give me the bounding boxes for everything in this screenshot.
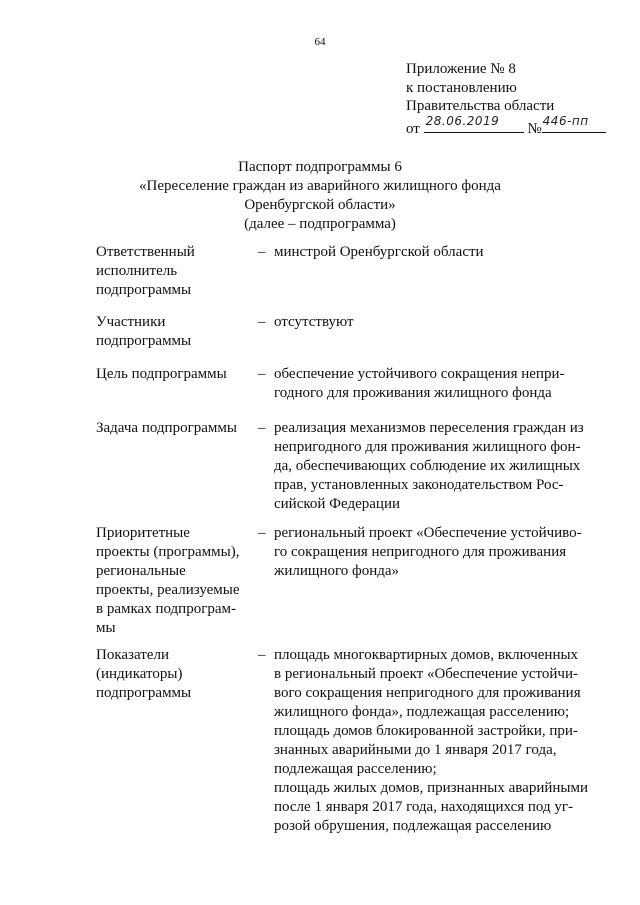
row-dash: – bbox=[258, 314, 266, 330]
handwritten-date: 28.06.2019 bbox=[425, 114, 500, 128]
date-prefix: от bbox=[406, 120, 420, 137]
number-prefix: № bbox=[527, 120, 542, 137]
title-line-2: «Переселение граждан из аварийного жилищного фонда bbox=[139, 178, 501, 194]
label-line: проекты (программы), bbox=[96, 544, 240, 560]
value-line: жилищного фонда», подлежащая расселению; bbox=[274, 704, 570, 720]
value-line: вого сокращения непригодного для проживания bbox=[274, 685, 581, 701]
row-value bbox=[274, 313, 596, 332]
handwritten-number: 446-пп bbox=[542, 114, 589, 128]
label-line: мы bbox=[96, 620, 116, 636]
title-line-1: Паспорт подпрограммы 6 bbox=[238, 159, 402, 175]
appendix-number: Приложение № 8 bbox=[406, 61, 516, 77]
number-field bbox=[542, 116, 606, 133]
value-line: в региональный проект «Обеспечение устойчи- bbox=[274, 666, 578, 682]
value-line: жилищного фонда» bbox=[274, 563, 400, 579]
value-line: годного для проживания жилищного фонда bbox=[274, 385, 552, 401]
title-line-4: (далее – подпрограмма) bbox=[244, 216, 396, 232]
value-line: го сокращения непригодного для проживания bbox=[274, 544, 567, 560]
row-dash: – bbox=[258, 366, 266, 382]
value-line: минстрой Оренбургской области bbox=[274, 244, 484, 260]
page-number: 64 bbox=[314, 36, 326, 48]
row-label bbox=[96, 243, 256, 300]
value-line: площадь домов блокированной застройки, при- bbox=[274, 723, 578, 739]
value-line: отсутствуют bbox=[274, 314, 354, 330]
value-line: после 1 января 2017 года, находящихся под уг- bbox=[274, 799, 573, 815]
appendix-header bbox=[406, 60, 626, 138]
row-value bbox=[274, 365, 596, 403]
appendix-date-number-row bbox=[406, 116, 626, 139]
row-label bbox=[96, 365, 256, 384]
row-value bbox=[274, 243, 596, 262]
row-label bbox=[96, 419, 256, 438]
row-value bbox=[274, 646, 596, 836]
label-line: подпрограммы bbox=[96, 685, 192, 701]
title-line-3: Оренбургской области» bbox=[244, 197, 396, 213]
row-dash: – bbox=[258, 647, 266, 663]
value-line: региональный проект «Обеспечение устойчиво- bbox=[274, 525, 582, 541]
label-line: Показатели bbox=[96, 647, 169, 663]
label-line: Задача подпрограммы bbox=[96, 420, 237, 436]
row-dash: – bbox=[258, 244, 266, 260]
value-line: обеспечение устойчивого сокращения непри- bbox=[274, 366, 565, 382]
value-line: прав, установленных законодательством Рос- bbox=[274, 477, 564, 493]
appendix-issuer: Правительства области bbox=[406, 98, 555, 114]
value-line: сийской Федерации bbox=[274, 496, 401, 512]
label-line: исполнитель bbox=[96, 263, 178, 279]
appendix-ref: к постановлению bbox=[406, 79, 517, 96]
row-label bbox=[96, 313, 256, 351]
value-line: да, обеспечивающих соблюдение их жилищных bbox=[274, 458, 581, 474]
value-line: непригодного для проживания жилищного фон- bbox=[274, 439, 581, 455]
label-line: (индикаторы) bbox=[96, 666, 183, 682]
value-line: реализация механизмов переселения граждан из bbox=[274, 420, 584, 436]
label-line: Приоритетные bbox=[96, 525, 190, 541]
label-line: подпрограммы bbox=[96, 333, 192, 349]
value-line: подлежащая расселению; bbox=[274, 761, 437, 777]
label-line: Ответственный bbox=[96, 244, 195, 260]
value-line: знанных аварийными до 1 января 2017 года, bbox=[274, 742, 557, 758]
row-dash: – bbox=[258, 420, 266, 436]
date-field bbox=[424, 116, 524, 133]
value-line: площадь многоквартирных домов, включенных bbox=[274, 647, 579, 663]
row-value bbox=[274, 419, 596, 514]
value-line: площадь жилых домов, признанных аварийными bbox=[274, 780, 588, 796]
label-line: Участники bbox=[96, 314, 166, 330]
label-line: подпрограммы bbox=[96, 282, 192, 298]
row-label bbox=[96, 524, 256, 638]
label-line: в рамках подпрограм- bbox=[96, 601, 237, 617]
value-line: розой обрушения, подлежащая расселению bbox=[274, 818, 552, 834]
label-line: региональные bbox=[96, 563, 186, 579]
label-line: Цель подпрограммы bbox=[96, 366, 227, 382]
label-line: проекты, реализуемые bbox=[96, 582, 240, 598]
row-label bbox=[96, 646, 256, 703]
document-title bbox=[0, 158, 640, 234]
row-value bbox=[274, 524, 596, 581]
row-dash: – bbox=[258, 525, 266, 541]
